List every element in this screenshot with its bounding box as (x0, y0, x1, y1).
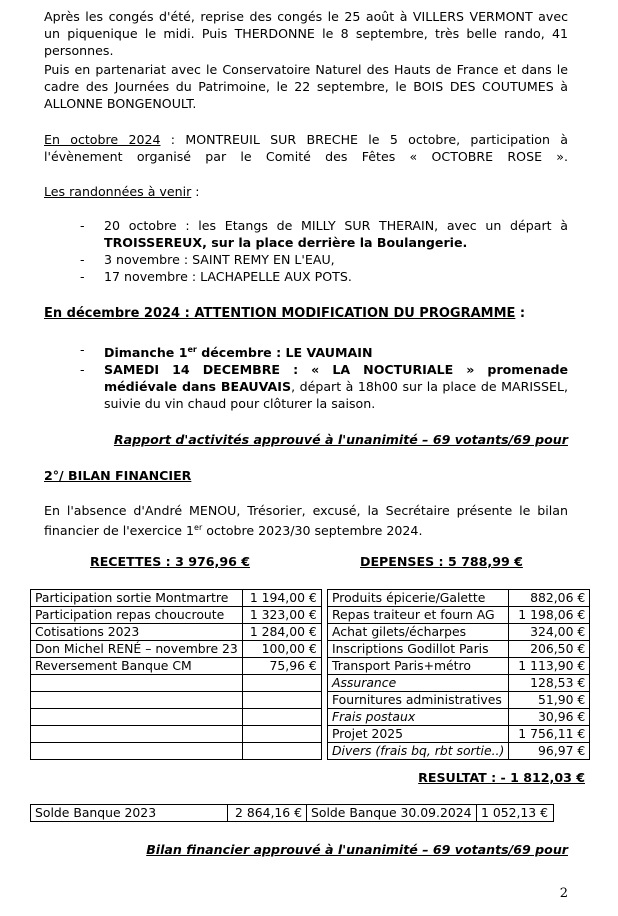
row-label: Cotisations 2023 (31, 624, 243, 641)
row-label: Repas traiteur et fourn AG (328, 607, 509, 624)
table-row (31, 692, 322, 709)
row-label: Achat gilets/écharpes (328, 624, 509, 641)
table-row (31, 658, 322, 675)
financial-approval: Bilan financier approuvé à l'unanimité – 69 votants/69 pour (146, 842, 568, 857)
row-label: Inscriptions Godillot Paris (328, 641, 509, 658)
section-title-financial: 2°/ BILAN FINANCIER (44, 468, 192, 483)
row-amount: 1 284,00 € (242, 624, 321, 641)
paragraph-october: En octobre 2024 : MONTREUIL SUR BRECHE le 5 octobre, participation à l'évènement organisé par le Comité des Fêtes « OCTOBRE ROSE ». (44, 132, 568, 164)
table-row (328, 624, 590, 641)
row-amount (242, 675, 321, 692)
depenses-table (327, 589, 590, 760)
row-amount: 1 113,90 € (509, 658, 590, 675)
row-amount (242, 743, 321, 760)
page-number: 2 (559, 886, 568, 901)
table-row (31, 624, 322, 641)
row-label (31, 709, 243, 726)
row-label: Transport Paris+métro (328, 658, 509, 675)
list-item: - SAMEDI 14 DECEMBRE : « LA NOCTURIALE » promenade médiévale dans BEAUVAIS, départ à 18h00 sur la place de MARISSEL, suivie du vin chaud pour clôturer la saison. (80, 361, 568, 412)
row-amount (242, 692, 321, 709)
depenses-title: DEPENSES : 5 788,99 € (360, 554, 523, 569)
table-row (328, 709, 590, 726)
row-amount: 100,00 € (242, 641, 321, 658)
paragraph-patrimoine: Puis en partenariat avec le Conservatoire Naturel des Hauts de France et dans le cadre des Journées du Patrimoine, le 22 septembre, le BOIS DES COUTUMES à ALLONNE BONGENOULT. (44, 62, 568, 111)
table-row (31, 607, 322, 624)
row-label (31, 743, 243, 760)
list-item: - 20 octobre : les Etangs de MILLY SUR THERAIN, avec un départ à TROISSEREUX, sur la place derrière la Boulangerie. (80, 217, 568, 251)
october-label: En octobre 2024 (44, 132, 161, 147)
row-amount: 51,90 € (509, 692, 590, 709)
resultat: RESULTAT : - 1 812,03 € (418, 770, 585, 785)
table-row (328, 607, 590, 624)
row-label: Participation sortie Montmartre (31, 590, 243, 607)
december-list (80, 341, 568, 412)
row-label (31, 692, 243, 709)
row-amount: 882,06 € (509, 590, 590, 607)
table-row (328, 590, 590, 607)
row-label: Produits épicerie/Galette (328, 590, 509, 607)
row-amount: 324,00 € (509, 624, 590, 641)
solde-value-2023: 2 864,16 € (228, 805, 307, 822)
table-row (31, 641, 322, 658)
recettes-table (30, 589, 322, 760)
paragraph-rentree: Après les congés d'été, reprise des congés le 25 août à VILLERS VERMONT avec un piquenique le midi. Puis THERDONNE le 8 septembre, très belle rando, 41 personnes. (44, 9, 568, 58)
row-label: Frais postaux (328, 709, 509, 726)
table-row (328, 675, 590, 692)
row-amount: 1 194,00 € (242, 590, 321, 607)
list-item: - 3 novembre : SAINT REMY EN L'EAU, (80, 251, 568, 268)
table-row (31, 743, 322, 760)
row-label (31, 726, 243, 743)
row-amount: 1 756,11 € (509, 726, 590, 743)
table-row (31, 805, 554, 822)
row-amount: 96,97 € (509, 743, 590, 760)
solde-table (30, 804, 554, 822)
upcoming-heading: Les randonnées à venir : (44, 184, 200, 199)
row-label: Don Michel RENÉ – novembre 23 (31, 641, 243, 658)
table-row (31, 590, 322, 607)
table-row (328, 658, 590, 675)
row-label: Participation repas choucroute (31, 607, 243, 624)
row-amount (242, 726, 321, 743)
row-label: Divers (frais bq, rbt sortie..) (328, 743, 509, 760)
table-row (31, 726, 322, 743)
solde-value-2024: 1 052,13 € (476, 805, 553, 822)
table-row (328, 743, 590, 760)
upcoming-list (80, 217, 568, 285)
row-amount: 206,50 € (509, 641, 590, 658)
row-amount (242, 709, 321, 726)
row-amount: 1 323,00 € (242, 607, 321, 624)
solde-label-2024: Solde Banque 30.09.2024 (307, 805, 477, 822)
row-label: Assurance (328, 675, 509, 692)
row-label: Fournitures administratives (328, 692, 509, 709)
row-amount: 1 198,06 € (509, 607, 590, 624)
financial-intro: En l'absence d'André MENOU, Trésorier, excusé, la Secrétaire présente le bilan financier de l'exercice 1er octobre 2023/30 septembre 2024. (44, 503, 568, 539)
list-item: - 17 novembre : LACHAPELLE AUX POTS. (80, 268, 568, 285)
row-label: Reversement Banque CM (31, 658, 243, 675)
row-amount: 75,96 € (242, 658, 321, 675)
table-row (31, 675, 322, 692)
recettes-title: RECETTES : 3 976,96 € (90, 554, 250, 569)
table-row (328, 726, 590, 743)
table-row (328, 641, 590, 658)
row-label (31, 675, 243, 692)
row-label: Projet 2025 (328, 726, 509, 743)
activities-approval: Rapport d'activités approuvé à l'unanimité – 69 votants/69 pour (113, 432, 568, 447)
solde-label-2023: Solde Banque 2023 (31, 805, 228, 822)
row-amount: 128,53 € (509, 675, 590, 692)
table-row (328, 692, 590, 709)
december-heading: En décembre 2024 : ATTENTION MODIFICATION DU PROGRAMME : (44, 306, 526, 321)
table-row (31, 709, 322, 726)
row-amount: 30,96 € (509, 709, 590, 726)
list-item: - Dimanche 1er décembre : LE VAUMAIN (80, 341, 568, 361)
